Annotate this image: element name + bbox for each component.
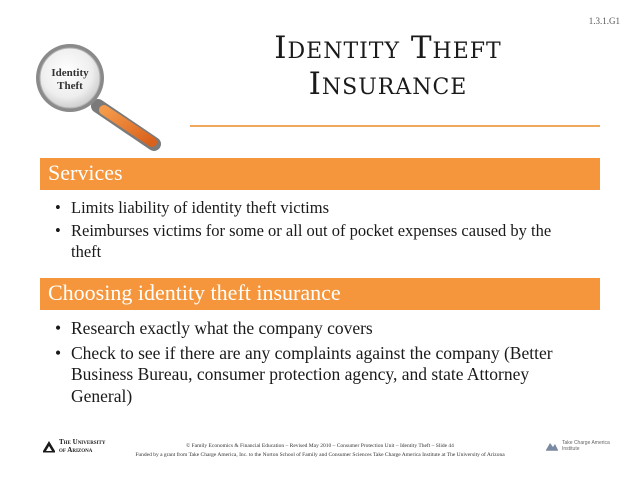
- magnifying-glass-icon: [32, 40, 172, 160]
- bullet-item: • Research exactly what the company covers: [55, 318, 575, 340]
- magnifier-label-line1: Identity: [51, 67, 89, 79]
- bullet-item: • Reimburses victims for some or all out of pocket expenses caused by the theft: [55, 220, 575, 262]
- footer-line-1: © Family Economics & Financial Education – Revised May 2010 – Consumer Protection Unit – Identity Theft – Slide 44: [186, 443, 454, 449]
- choosing-bullet-list: [55, 318, 575, 410]
- services-bullet-list: [55, 197, 575, 264]
- ua-logo-line1: The University: [59, 438, 106, 446]
- title-line-1: Identity Theft: [274, 30, 502, 66]
- slide-title: [218, 30, 558, 102]
- magnifier-label-line2: Theft: [57, 80, 83, 92]
- take-charge-america-icon: [545, 440, 559, 452]
- tca-logo-line1: Take Charge America: [562, 440, 610, 446]
- bullet-item: • Check to see if there are any complaints against the company (Better Business Bureau, consumer protection agency, and state Attorney General): [55, 343, 575, 408]
- title-line-2: Insurance: [308, 66, 468, 102]
- tca-logo-line2: Institute: [562, 446, 580, 452]
- bullet-item: • Limits liability of identity theft victims: [55, 197, 575, 218]
- university-of-arizona-logo: [42, 438, 105, 454]
- footer-credits: [100, 442, 540, 460]
- slide-code: 1.3.1.G1: [588, 16, 620, 26]
- tca-logo-text: [562, 440, 610, 452]
- title-underline: [190, 125, 600, 127]
- footer-line-2: Funded by a grant from Take Charge America, Inc. to the Norton School of Family and Consumer Sciences Take Charge America Institute at The University of Arizona: [135, 452, 505, 458]
- section-heading-services: Services: [40, 158, 600, 190]
- section-heading-choosing: Choosing identity theft insurance: [40, 278, 600, 310]
- university-of-arizona-icon: [42, 439, 56, 453]
- ua-logo-line2: of Arizona: [59, 446, 93, 454]
- take-charge-america-logo: [545, 440, 610, 452]
- ua-logo-text: [59, 438, 105, 454]
